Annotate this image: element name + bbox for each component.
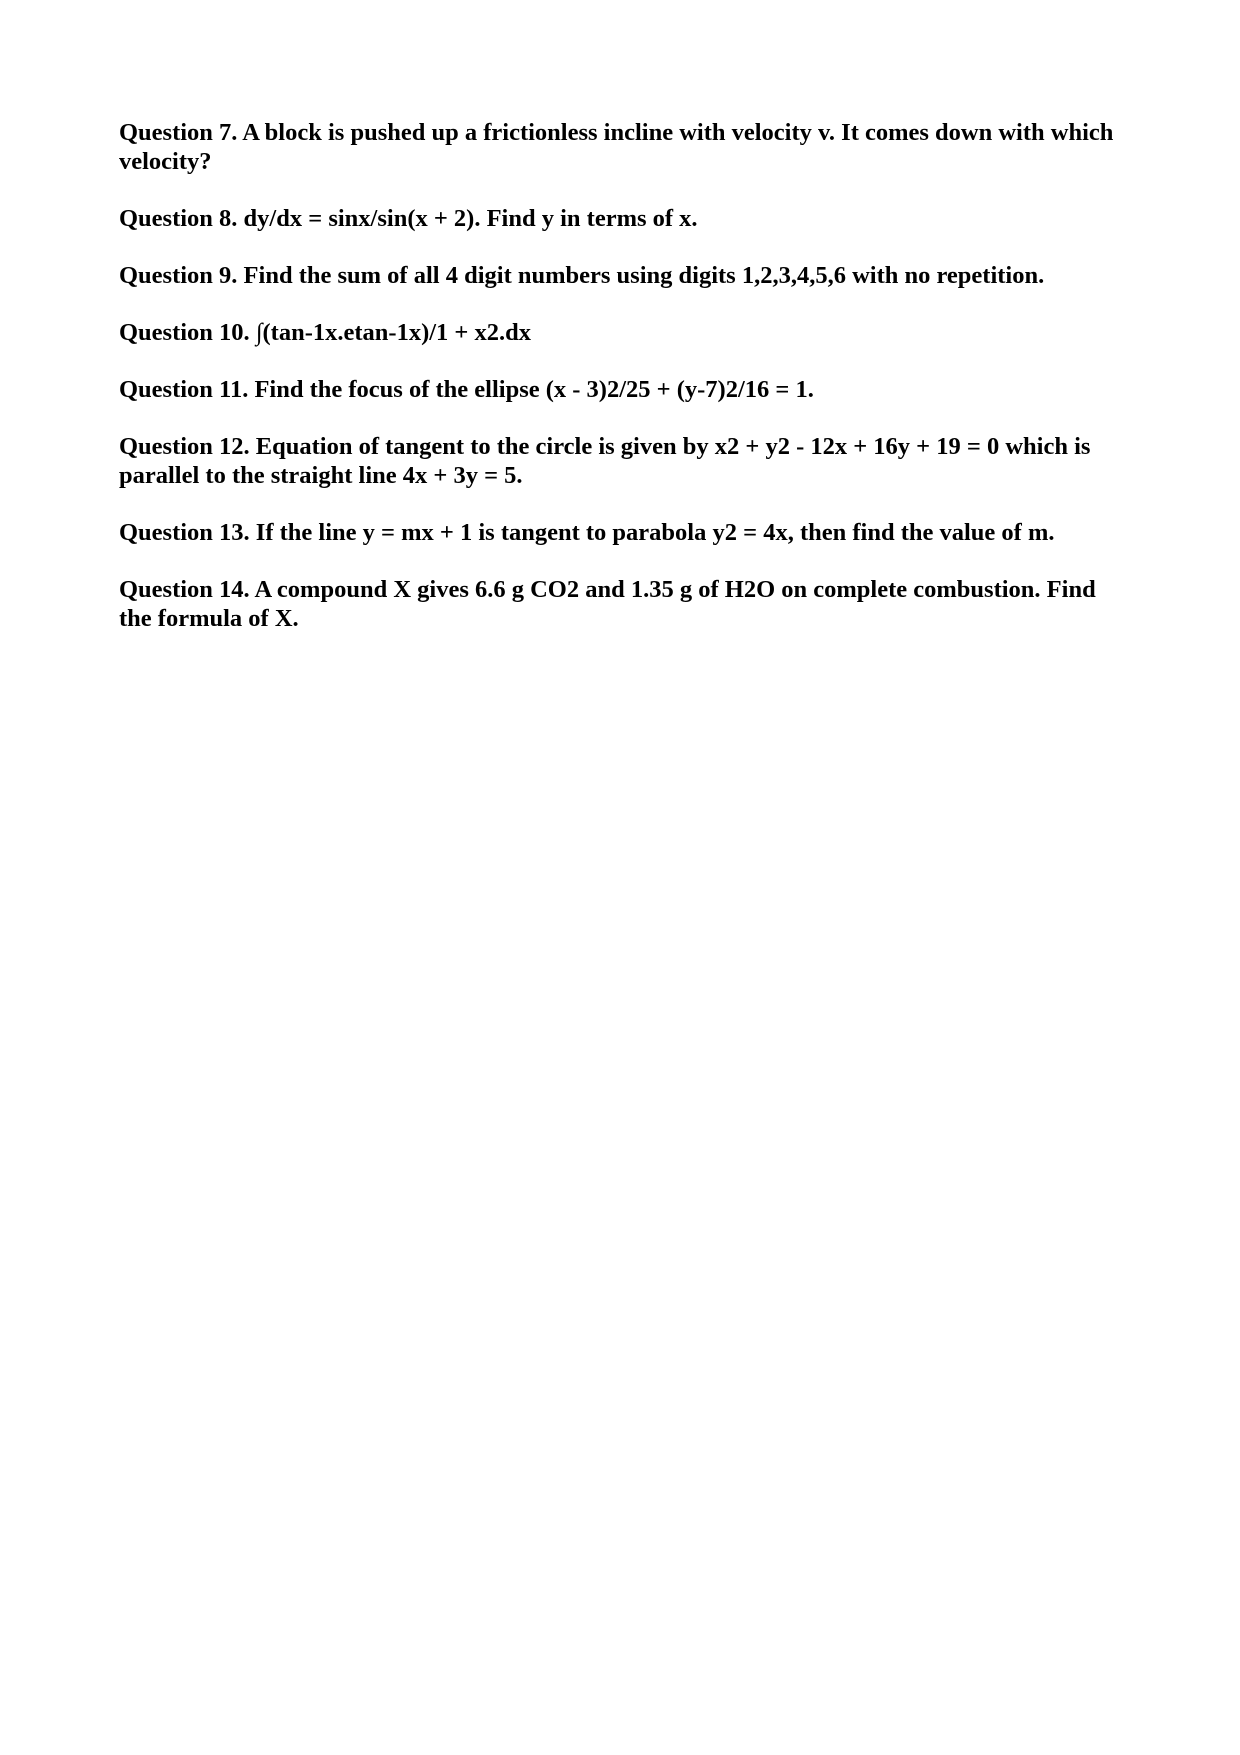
question-7: Question 7. A block is pushed up a frictionless incline with velocity v. It comes down with which velocity? (119, 119, 1114, 175)
question-9: Question 9. Find the sum of all 4 digit numbers using digits 1,2,3,4,5,6 with no repetition. (119, 262, 1045, 289)
question-13: Question 13. If the line y = mx + 1 is tangent to parabola y2 = 4x, then find the value of m. (119, 519, 1055, 546)
question-8: Question 8. dy/dx = sinx/sin(x + 2). Find y in terms of x. (119, 205, 698, 232)
question-11: Question 11. Find the focus of the ellipse (x - 3)2/25 + (y-7)2/16 = 1. (119, 376, 814, 403)
question-10: Question 10. ∫(tan-1x.etan-1x)/1 + x2.dx (119, 319, 531, 346)
question-list (119, 118, 1129, 661)
question-14: Question 14. A compound X gives 6.6 g CO2 and 1.35 g of H2O on complete combustion. Find the formula of X. (119, 576, 1096, 632)
question-12: Question 12. Equation of tangent to the circle is given by x2 + y2 - 12x + 16y + 19 = 0 which is parallel to the straight line 4x + 3y = 5. (119, 433, 1091, 489)
